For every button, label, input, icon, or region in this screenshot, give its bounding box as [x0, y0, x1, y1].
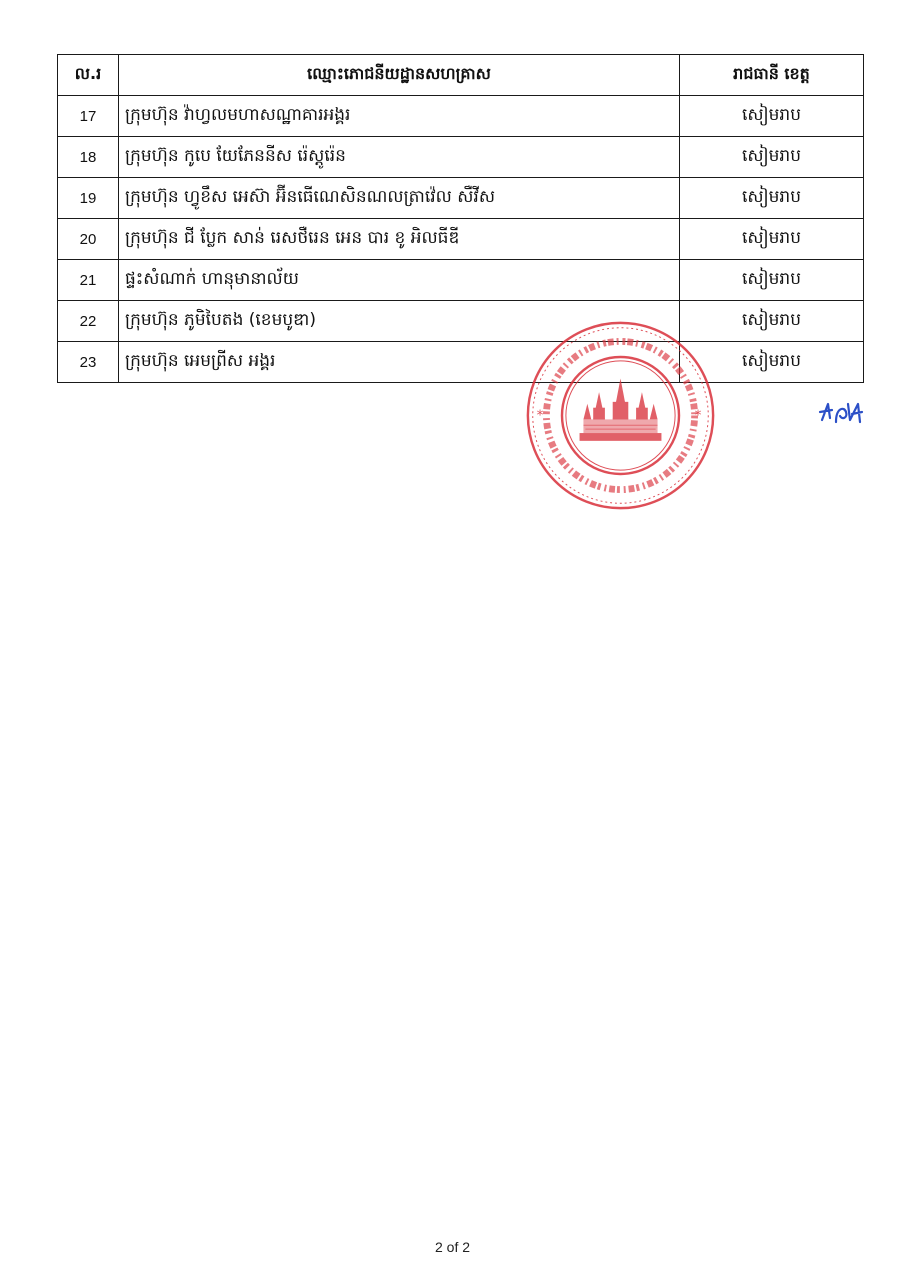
row-company-name: ក្រុមហ៊ុន ជី ប្លែក សាន់ រេសថឺរេន អេន បារ ខូ អិលធីឌី [119, 219, 680, 260]
row-number: 18 [58, 137, 119, 178]
official-seal-icon [523, 318, 718, 513]
row-province: សៀមរាប [680, 342, 864, 383]
row-company-name: ក្រុមហ៊ុន ភូមិបៃតង (ខេមបូឌា) [119, 301, 680, 342]
row-number: 17 [58, 96, 119, 137]
row-province: សៀមរាប [680, 178, 864, 219]
row-number: 20 [58, 219, 119, 260]
row-province: សៀមរាប [680, 260, 864, 301]
row-number: 19 [58, 178, 119, 219]
row-province: សៀមរាប [680, 219, 864, 260]
row-company-name: ផ្ទះសំណាក់ ហានុមានាល័យ [119, 260, 680, 301]
row-number: 22 [58, 301, 119, 342]
table-row [58, 96, 864, 137]
row-number: 21 [58, 260, 119, 301]
company-list-table [57, 54, 864, 383]
row-company-name: ក្រុមហ៊ុន ហ្វូខឹស អេស៊ា អ៊ីនធើណេសិនណលត្រាវ៉េល សឺវីស [119, 178, 680, 219]
table-row [58, 137, 864, 178]
row-number: 23 [58, 342, 119, 383]
row-company-name: ក្រុមហ៊ុន អេមព្រីស អង្គរ [119, 342, 680, 383]
page-number: 2 of 2 [434, 1239, 471, 1255]
row-province: សៀមរាប [680, 137, 864, 178]
svg-text:*: * [694, 407, 702, 424]
row-province: សៀមរាប [680, 301, 864, 342]
header-number: ល.រ [58, 55, 119, 96]
table-row [58, 178, 864, 219]
svg-text:*: * [536, 407, 544, 424]
signature-icon [818, 398, 868, 428]
header-company-name: ឈ្មោះភោជនីយដ្ឋានសហគ្រាស [119, 55, 680, 96]
table-row [58, 260, 864, 301]
row-province: សៀមរាប [680, 96, 864, 137]
table-row [58, 301, 864, 342]
row-company-name: ក្រុមហ៊ុន កូបេ យែភែននីស រ៉េស្តូរ៉េន [119, 137, 680, 178]
table-row [58, 342, 864, 383]
table-row [58, 219, 864, 260]
table-header-row [58, 55, 864, 96]
row-company-name: ក្រុមហ៊ុន វ៉ាហ្វលមហាសណ្ឋាគារអង្គរ [119, 96, 680, 137]
header-province: រាជធានី ខេត្ត [680, 55, 864, 96]
